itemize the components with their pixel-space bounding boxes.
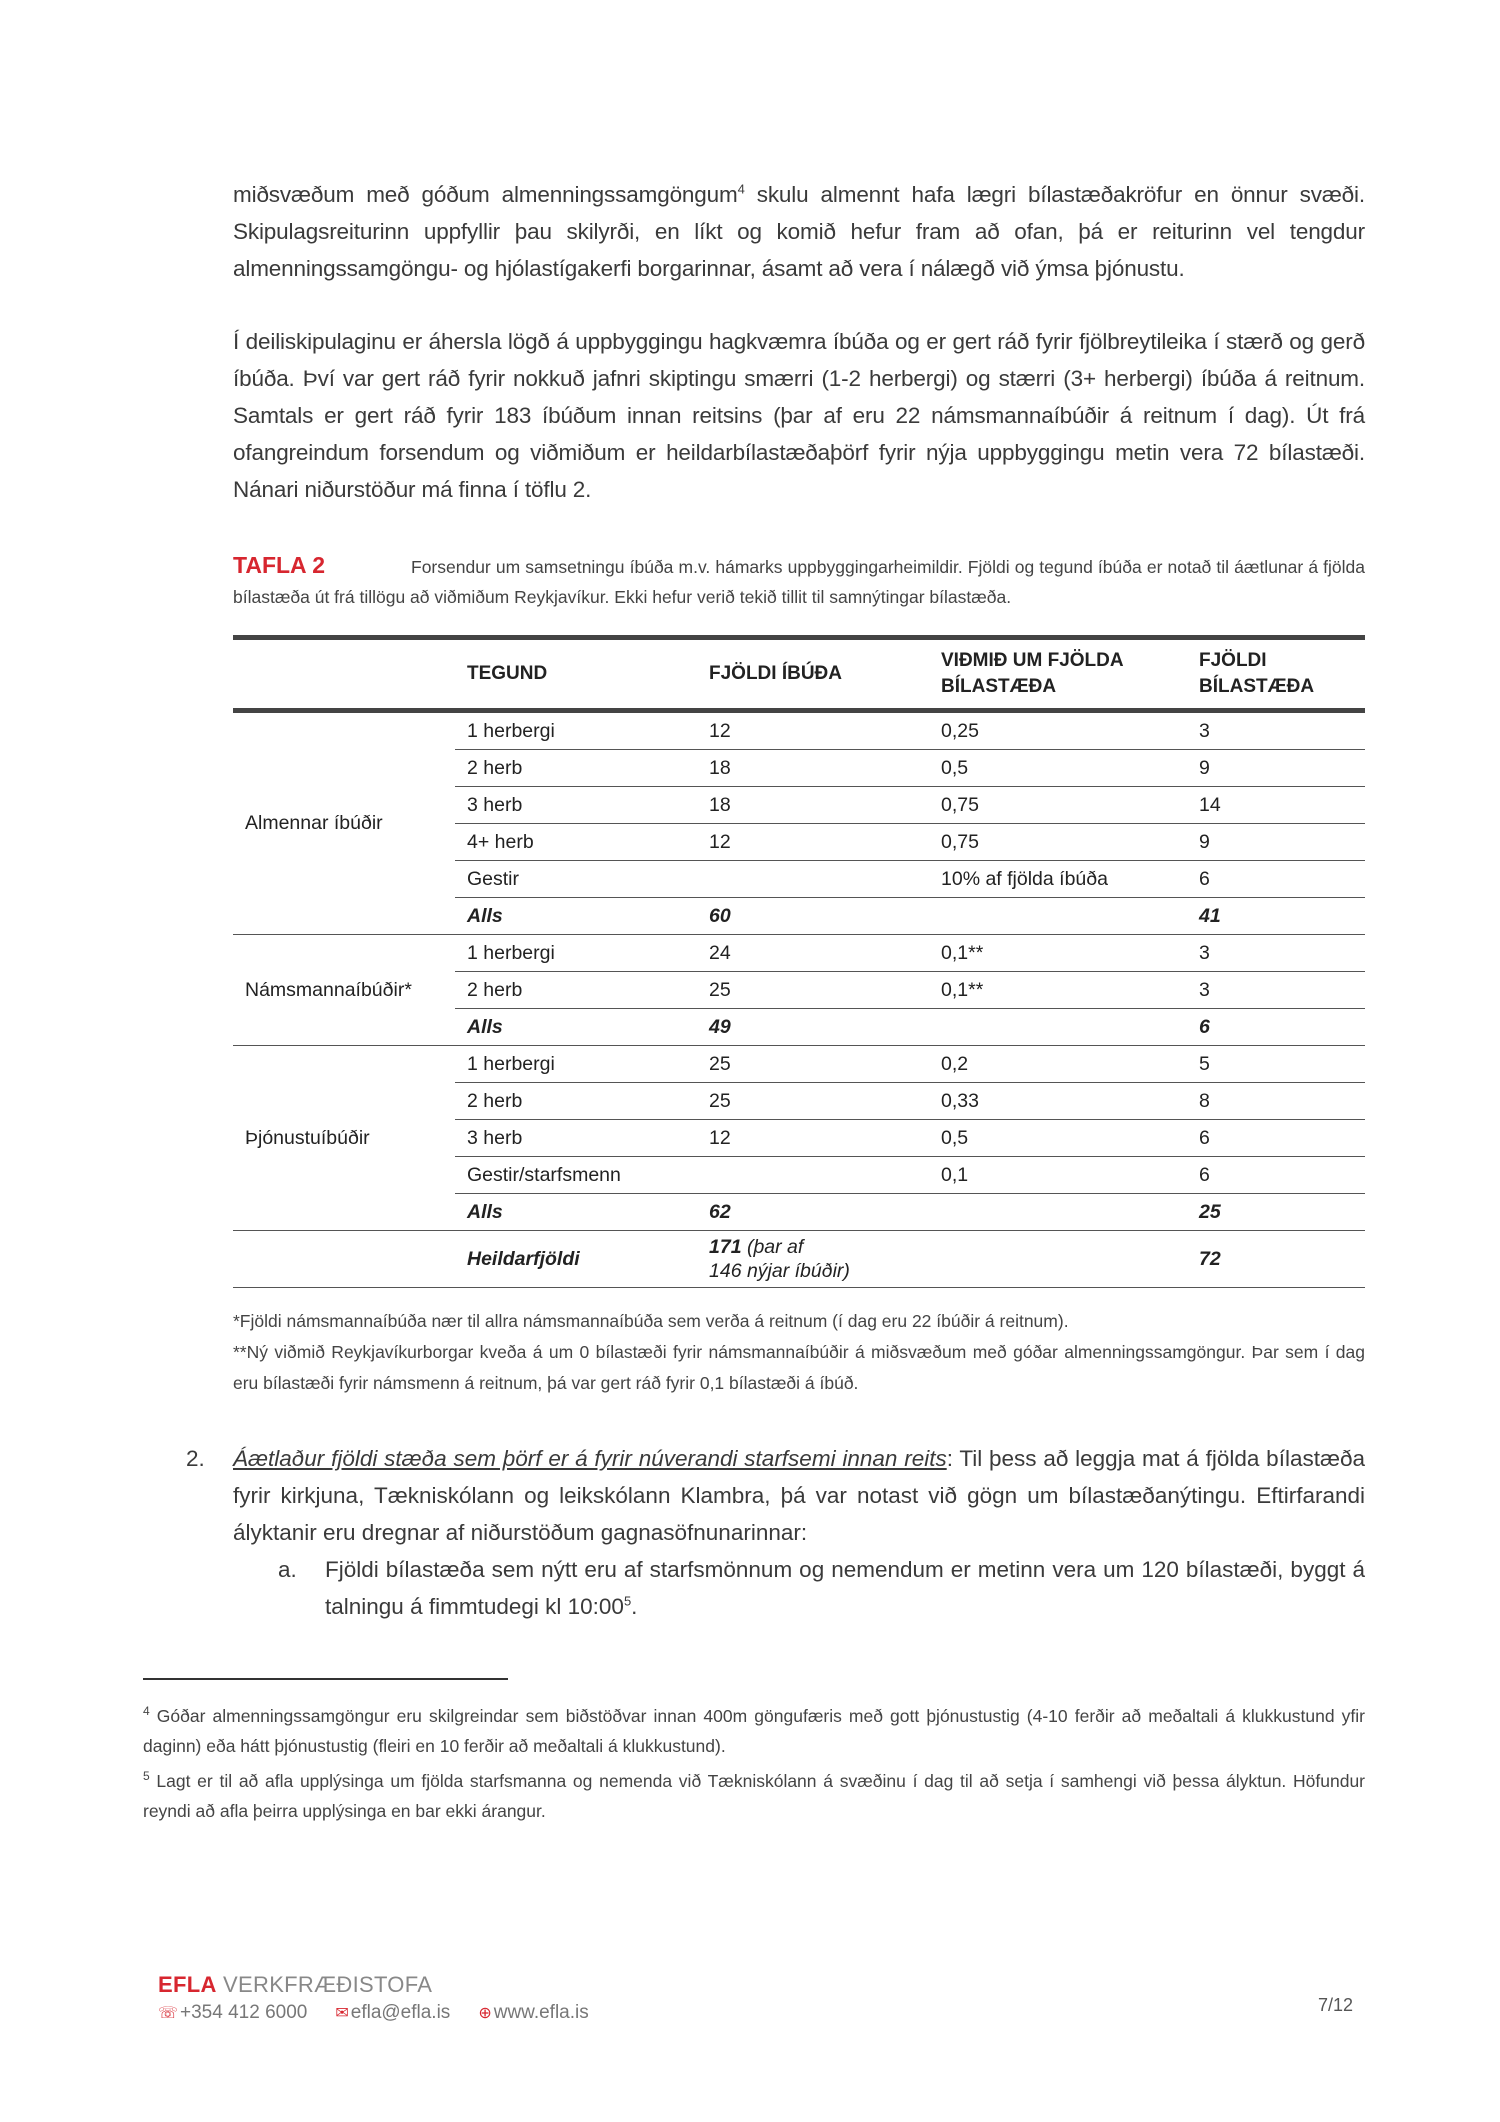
cell-total-units: 60	[697, 898, 929, 935]
table-caption	[233, 550, 1365, 612]
cell-total-label: Alls	[455, 898, 697, 935]
cell-type: Gestir/starfsmenn	[455, 1157, 697, 1194]
table-note-criteria: **Ný viðmið Reykjavíkurborgar kveða á um 0 bílastæði fyrir námsmannaíbúðir á miðsvæðum með góðar almenningssamgöngur. Þar sem í dag eru bílastæði fyrir námsmenn á reitnum, þá var gert ráð fyrir 0,1 bílastæði á íbúð.	[233, 1342, 1365, 1393]
header-units: FJÖLDI ÍBÚÐA	[709, 663, 842, 684]
paragraph-text: skulu almennt hafa lægri bílastæðakröfur en önnur svæði. Skipulagsreiturinn uppfyllir þau skilyrði, en líkt og komið hefur fram að ofan, þá er reiturinn vel tengdur almenningssamgöngu- og hjólastígakerfi borgarinnar, ásamt að vera í nálægð við ýmsa þjónustu.	[233, 182, 1365, 281]
cell-type: 1 herbergi	[455, 711, 697, 750]
footer-phone[interactable]	[158, 2002, 307, 2024]
cell-parking: 5	[1187, 1046, 1365, 1083]
footnote-4	[143, 1696, 1365, 1761]
list-item-2	[186, 1440, 1365, 1625]
category-service: Þjónustuíbúðir	[233, 1046, 455, 1231]
cell-criteria: 0,5	[929, 1120, 1187, 1157]
cell-criteria: 0,25	[929, 711, 1187, 750]
globe-icon: ⊕	[478, 2005, 492, 2022]
cell-criteria: 0,5	[929, 750, 1187, 787]
cell-units: 12	[697, 1120, 929, 1157]
cell-criteria: 0,33	[929, 1083, 1187, 1120]
footnote-number: 4	[143, 1704, 150, 1718]
list-item-body	[233, 1440, 1365, 1551]
grand-total-units-note: 146 nýjar íbúðir)	[709, 1260, 850, 1282]
cell-parking: 6	[1187, 861, 1365, 898]
efla-logo: EFLA	[158, 1972, 217, 1997]
grand-total-label: Heildarfjöldi	[455, 1231, 697, 1288]
cell-parking: 6	[1187, 1120, 1365, 1157]
table-caption-text: Forsendur um samsetningu íbúða m.v. hámarks uppbyggingarheimildir. Fjöldi og tegund íbúða er notað til áætlunar á fjölda bílastæða út frá tillögu að viðmiðum Reykjavíkur. Ekki hefur verið tekið tillit til samnýtingar bílastæða.	[233, 557, 1365, 607]
sub-list-letter: a.	[278, 1557, 297, 1582]
mail-icon: ✉	[335, 2005, 349, 2022]
list-item-title: Áætlaður fjöldi stæða sem þörf er á fyrir núverandi starfsemi innan reits	[233, 1446, 947, 1471]
parking-table	[233, 635, 1365, 1288]
cell-parking: 9	[1187, 750, 1365, 787]
table-row	[233, 935, 1365, 972]
cell-criteria: 0,2	[929, 1046, 1187, 1083]
paragraph-housing-plan: Í deiliskipulaginu er áhersla lögð á uppbyggingu hagkvæmra íbúða og er gert ráð fyrir fjölbreytileika í stærð og gerð íbúða. Því var gert ráð fyrir nokkuð jafnri skiptingu smærri (1-2 herbergi) og stærri (3+ herbergi) íbúða á reitnum. Samtals er gert ráð fyrir 183 íbúðum innan reitsins (þar af eru 22 námsmannaíbúðir á reitnum í dag). Út frá ofangreindum forsendum og viðmiðum er heildarbílastæðaþörf fyrir nýja uppbyggingu metin vera 72 bílastæði. Nánari niðurstöður má finna í töflu 2.	[233, 329, 1365, 502]
paragraph-text: miðsvæðum með góðum almenningssamgöngum	[233, 182, 738, 207]
cell-total-parking: 41	[1187, 898, 1365, 935]
cell-criteria: 0,1	[929, 1157, 1187, 1194]
cell-criteria: 0,1**	[929, 935, 1187, 972]
cell-parking: 6	[1187, 1157, 1365, 1194]
sub-list-item-a	[278, 1551, 1365, 1625]
cell-total-label: Alls	[455, 1194, 697, 1231]
brand-subtitle: VERKFRÆÐISTOFA	[216, 1972, 433, 1997]
footnotes	[143, 1696, 1365, 1826]
cell-type: 3 herb	[455, 1120, 697, 1157]
footnote-text: Lagt er til að afla upplýsinga um fjölda starfsmanna og nemenda við Tækniskólann á svæðinu í dag til að setja í samhengi við þessa ályktun. Höfundur reyndi að afla þeirra upplýsinga en bar ekki árangur.	[143, 1770, 1365, 1821]
table-header-row	[233, 638, 1365, 711]
cell-parking: 8	[1187, 1083, 1365, 1120]
cell-units: 25	[697, 1083, 929, 1120]
table-row	[233, 1046, 1365, 1083]
footer-web[interactable]	[478, 2002, 588, 2024]
footer-contacts	[158, 2002, 589, 2024]
cell-parking: 3	[1187, 972, 1365, 1009]
cell-total-criteria	[929, 1194, 1187, 1231]
cell-type: 4+ herb	[455, 824, 697, 861]
header-type: TEGUND	[467, 663, 548, 684]
sub-list-body	[325, 1551, 1365, 1625]
cell-total-criteria	[929, 1009, 1187, 1046]
cell-units: 18	[697, 750, 929, 787]
cell-units: 24	[697, 935, 929, 972]
cell-type: 1 herbergi	[455, 1046, 697, 1083]
cell-total-units: 62	[697, 1194, 929, 1231]
cell-type: 2 herb	[455, 750, 697, 787]
cell-units: 25	[697, 972, 929, 1009]
cell-total-criteria	[929, 898, 1187, 935]
cell-type: Gestir	[455, 861, 697, 898]
header-criteria: VIÐMIÐ UM FJÖLDA BÍLASTÆÐA	[941, 650, 1123, 697]
footnote-5	[143, 1761, 1365, 1826]
footer-brand	[158, 1972, 432, 1998]
page-number: 7/12	[1318, 1995, 1354, 2015]
table-note-student: *Fjöldi námsmannaíbúða nær til allra námsmannaíbúða sem verða á reitnum (í dag eru 22 íbúðir á reitnum).	[233, 1311, 1069, 1331]
cell-units: 12	[697, 711, 929, 750]
grand-total-units-note: (þar af	[741, 1236, 804, 1258]
paragraph-parking-requirements	[233, 176, 1365, 287]
cell-total-label: Alls	[455, 1009, 697, 1046]
phone-text: +354 412 6000	[180, 2002, 308, 2023]
table-row	[233, 711, 1365, 750]
web-text: www.efla.is	[493, 2002, 589, 2023]
email-text: efla@efla.is	[350, 2002, 451, 2023]
cell-type: 3 herb	[455, 787, 697, 824]
footnote-separator	[143, 1678, 508, 1680]
footnote-number: 5	[143, 1768, 150, 1783]
cell-total-units: 49	[697, 1009, 929, 1046]
category-general: Almennar íbúðir	[233, 711, 455, 935]
footnote-ref-5[interactable]: 5	[623, 1593, 632, 1609]
list-number: 2.	[186, 1446, 205, 1471]
cell-criteria: 0,75	[929, 824, 1187, 861]
footnote-text: Góðar almenningssamgöngur eru skilgreindar sem biðstöðvar innan 400m göngufæris með gott þjónustustig (4-10 ferðir að meðaltali á klukkustund yfir daginn) eða hátt þjónustustig (fleiri en 10 ferðir að meðaltali á klukkustund).	[143, 1705, 1365, 1756]
header-category	[233, 638, 455, 711]
grand-total-units	[697, 1231, 929, 1288]
cell-parking: 9	[1187, 824, 1365, 861]
sub-list-text: Fjöldi bílastæða sem nýtt eru af starfsmönnum og nemendum er metinn vera um 120 bílastæði, byggt á talningu á fimmtudegi kl 10:00	[325, 1557, 1365, 1619]
cell-units: 18	[697, 787, 929, 824]
header-parking: FJÖLDI BÍLASTÆÐA	[1199, 650, 1315, 697]
grand-total-criteria	[929, 1231, 1187, 1288]
cell-parking: 3	[1187, 711, 1365, 750]
cell-type: 1 herbergi	[455, 935, 697, 972]
cell-units: 12	[697, 824, 929, 861]
cell-type: 2 herb	[455, 972, 697, 1009]
footnote-ref-4[interactable]: 4	[737, 181, 745, 197]
grand-total-units-value: 171	[709, 1236, 742, 1258]
grand-total-empty	[233, 1231, 455, 1288]
cell-units	[697, 1157, 929, 1194]
list-item-text: : Til þess að leggja mat á fjölda bílastæða fyrir kirkjuna, Tækniskólann og leikskólann Klambra, þá var notast við gögn um bílastæðanýtingu. Eftirfarandi ályktanir eru dregnar af niðurstöðum gagnasöfnunarinnar:	[233, 1446, 1365, 1545]
cell-type: 2 herb	[455, 1083, 697, 1120]
cell-criteria: 0,75	[929, 787, 1187, 824]
cell-units	[697, 861, 929, 898]
cell-parking: 14	[1187, 787, 1365, 824]
cell-total-parking: 25	[1187, 1194, 1365, 1231]
table-label: TAFLA 2	[233, 552, 325, 578]
table-grand-total-row	[233, 1231, 1365, 1288]
footer-email[interactable]	[335, 2002, 450, 2024]
cell-units: 25	[697, 1046, 929, 1083]
table-notes	[233, 1306, 1365, 1399]
cell-criteria: 10% af fjölda íbúða	[929, 861, 1187, 898]
cell-total-parking: 6	[1187, 1009, 1365, 1046]
cell-criteria: 0,1**	[929, 972, 1187, 1009]
phone-icon: ☏	[158, 2005, 179, 2022]
grand-total-parking: 72	[1187, 1231, 1365, 1288]
category-student: Námsmannaíbúðir*	[233, 935, 455, 1046]
cell-parking: 3	[1187, 935, 1365, 972]
sub-list-end: .	[631, 1594, 638, 1619]
